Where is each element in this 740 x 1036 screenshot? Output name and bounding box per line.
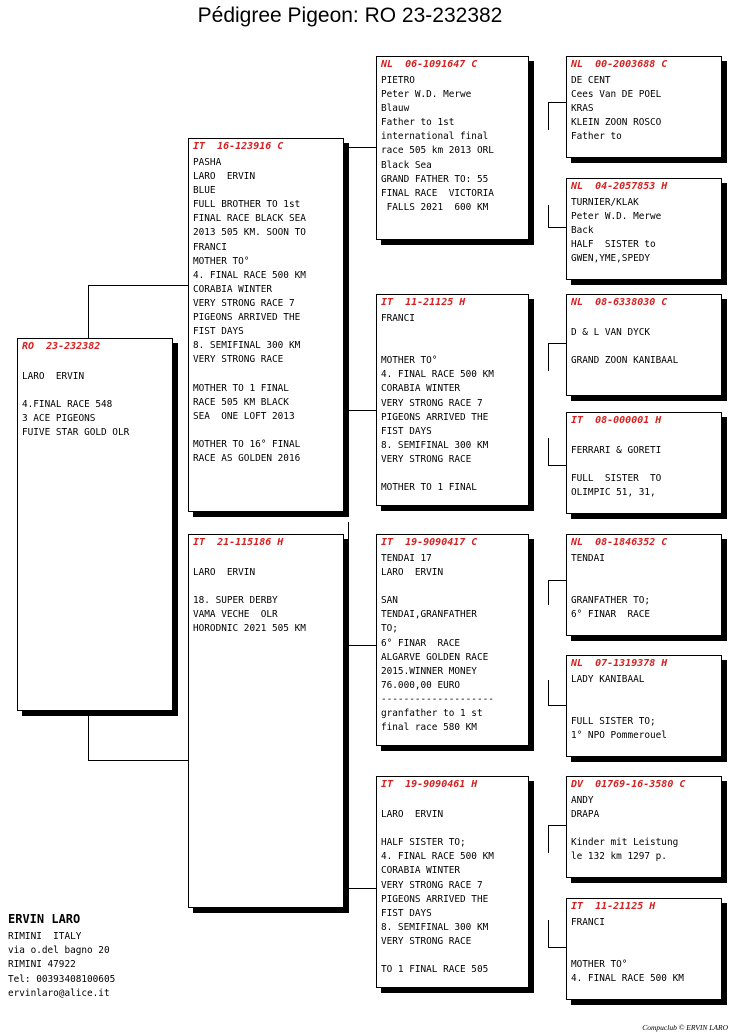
pigeon-details: TURNIER/KLAK Peter W.D. Merwe Back HALF SISTER to GWEN,YME,SPEDY (571, 197, 662, 265)
connector-line (348, 888, 376, 889)
connector-line (548, 680, 549, 705)
ring-number: RO 23-232382 (22, 341, 101, 352)
pigeon-card-sire[interactable] (188, 138, 344, 512)
pigeon-card-ggp-5[interactable] (566, 534, 722, 636)
owner-name: ERVIN LARO (8, 912, 81, 926)
ring-number: IT 21-115186 H (193, 537, 284, 548)
connector-line (548, 102, 566, 103)
ring-number: NL 08-6338030 C (571, 297, 668, 308)
ring-number: NL 08-1846352 C (571, 537, 668, 548)
connector-line (548, 947, 566, 948)
pigeon-details: FRANCI MOTHER TO° 4. FINAL RACE 500 KM CORABIA WINTER VERY STRONG RACE 7 PIGEONS ARRIVED THE FIST DAYS 8. SEMIFINAL 300 KM VERY STRONG RACE MOTHER TO 1 FINAL (381, 313, 494, 494)
connector-line (548, 825, 549, 853)
pigeon-card-ggp-8[interactable] (566, 898, 722, 1000)
connector-line (348, 147, 349, 244)
connector-line (548, 920, 549, 947)
connector-line (548, 205, 549, 227)
pigeon-card-dam-dam[interactable] (376, 776, 529, 988)
connector-line (548, 580, 566, 581)
pigeon-card-ggp-6[interactable] (566, 655, 722, 757)
connector-line (88, 285, 89, 339)
connector-line (548, 465, 566, 466)
pigeon-details: FERRARI & GORETI FULL SISTER TO OLIMPIC 51, 31, (571, 445, 662, 499)
pigeon-details: LADY KANIBAAL FULL SISTER TO; 1° NPO Pommerouel (571, 674, 667, 742)
ring-number: IT 11-21125 H (571, 901, 656, 912)
pigeon-details: DE CENT Cees Van DE POEL KRAS KLEIN ZOON ROSCO Father to (571, 75, 662, 143)
connector-line (548, 102, 549, 130)
connector-line (348, 522, 349, 645)
pigeon-details: FRANCI MOTHER TO° 4. FINAL RACE 500 KM (571, 917, 684, 985)
pigeon-card-ggp-4[interactable] (566, 412, 722, 514)
pigeon-card-sire-dam[interactable] (376, 294, 529, 506)
connector-line (548, 580, 549, 605)
connector-line (548, 343, 566, 344)
connector-line (348, 645, 376, 646)
owner-info (8, 912, 115, 1001)
pigeon-card-dam[interactable] (188, 534, 344, 908)
pigeon-details: ANDY DRAPA Kinder mit Leistung le 132 km 1297 p. (571, 795, 679, 863)
pigeon-card-subject[interactable] (17, 338, 173, 711)
connector-line (348, 288, 349, 410)
pigeon-details: PASHA LARO ERVIN BLUE FULL BROTHER TO 1st FINAL RACE BLACK SEA 2013 505 KM. SOON TO FRANCI MOTHER TO° 4. FINAL RACE 500 KM CORABIA WINTER VERY STRONG RACE 7 PIGEONS ARRIVED THE FIST DAYS 8. SEMIFINAL 300 KM VERY STRONG RACE MOTHER TO 1 FINAL RACE 505 KM BLACK SEA ONE LOFT 2013 MOTHER TO 16° FINAL RACE AS GOLDEN 2016 (193, 157, 306, 464)
software-credit: Compuclub © ERVIN LARO (642, 1023, 728, 1032)
ring-number: IT 19-9090461 H (381, 779, 478, 790)
connector-line (348, 410, 376, 411)
connector-line (548, 438, 549, 465)
ring-number: IT 11-21125 H (381, 297, 466, 308)
ring-number: DV 01769-16-3580 C (571, 779, 686, 790)
connector-line (348, 765, 349, 888)
connector-line (88, 285, 188, 286)
connector-line (548, 343, 549, 371)
pigeon-details: TENDAI GRANFATHER TO; 6° FINAR RACE (571, 553, 651, 621)
connector-line (88, 760, 188, 761)
connector-line (548, 825, 566, 826)
pigeon-details: LARO ERVIN HALF SISTER TO; 4. FINAL RACE 500 KM CORABIA WINTER VERY STRONG RACE 7 PIGEONS ARRIVED THE FIST DAYS 8. SEMIFINAL 300 KM VERY STRONG RACE TO 1 FINAL RACE 505 (381, 809, 494, 976)
connector-line (88, 710, 89, 760)
connector-line (548, 705, 566, 706)
pigeon-card-sire-sire[interactable] (376, 56, 529, 240)
connector-line (548, 227, 566, 228)
ring-number: NL 00-2003688 C (571, 59, 668, 70)
pigeon-card-ggp-1[interactable] (566, 56, 722, 158)
page-title: Pédigree Pigeon: RO 23-232382 (197, 4, 503, 27)
connector-line (348, 147, 376, 148)
pigeon-card-dam-sire[interactable] (376, 534, 529, 746)
pigeon-details: LARO ERVIN 18. SUPER DERBY VAMA VECHE OLR HORODNIC 2021 505 KM (193, 567, 306, 635)
ring-number: IT 16-123916 C (193, 141, 284, 152)
ring-number: IT 19-9090417 C (381, 537, 478, 548)
pigeon-details: TENDAI 17 LARO ERVIN SAN TENDAI,GRANFATHER TO; 6° FINAR RACE ALGARVE GOLDEN RACE 2015.WINNER MONEY 76.000,00 EURO -------------------- granfather to 1 st final race 580 KM (381, 553, 494, 734)
pigeon-details: PIETRO Peter W.D. Merwe Blauw Father to 1st international final race 505 km 2013 ORL Black Sea GRAND FATHER TO: 55 FINAL RACE VICTORIA FALLS 2021 600 KM (381, 75, 494, 213)
ring-number: NL 04-2057853 H (571, 181, 668, 192)
ring-number: IT 08-000001 H (571, 415, 662, 426)
pigeon-details: D & L VAN DYCK GRAND ZOON KANIBAAL (571, 327, 679, 367)
owner-address: RIMINI ITALY via o.del bagno 20 RIMINI 47922 Tel: 00393408100605 ervinlaro@alice.it (8, 931, 116, 999)
ring-number: NL 06-1091647 C (381, 59, 478, 70)
pigeon-card-ggp-2[interactable] (566, 178, 722, 280)
pigeon-card-ggp-7[interactable] (566, 776, 722, 878)
pigeon-details: LARO ERVIN 4.FINAL RACE 548 3 ACE PIGEONS FUIVE STAR GOLD OLR (22, 371, 130, 439)
pigeon-card-ggp-3[interactable] (566, 294, 722, 396)
ring-number: NL 07-1319378 H (571, 658, 668, 669)
